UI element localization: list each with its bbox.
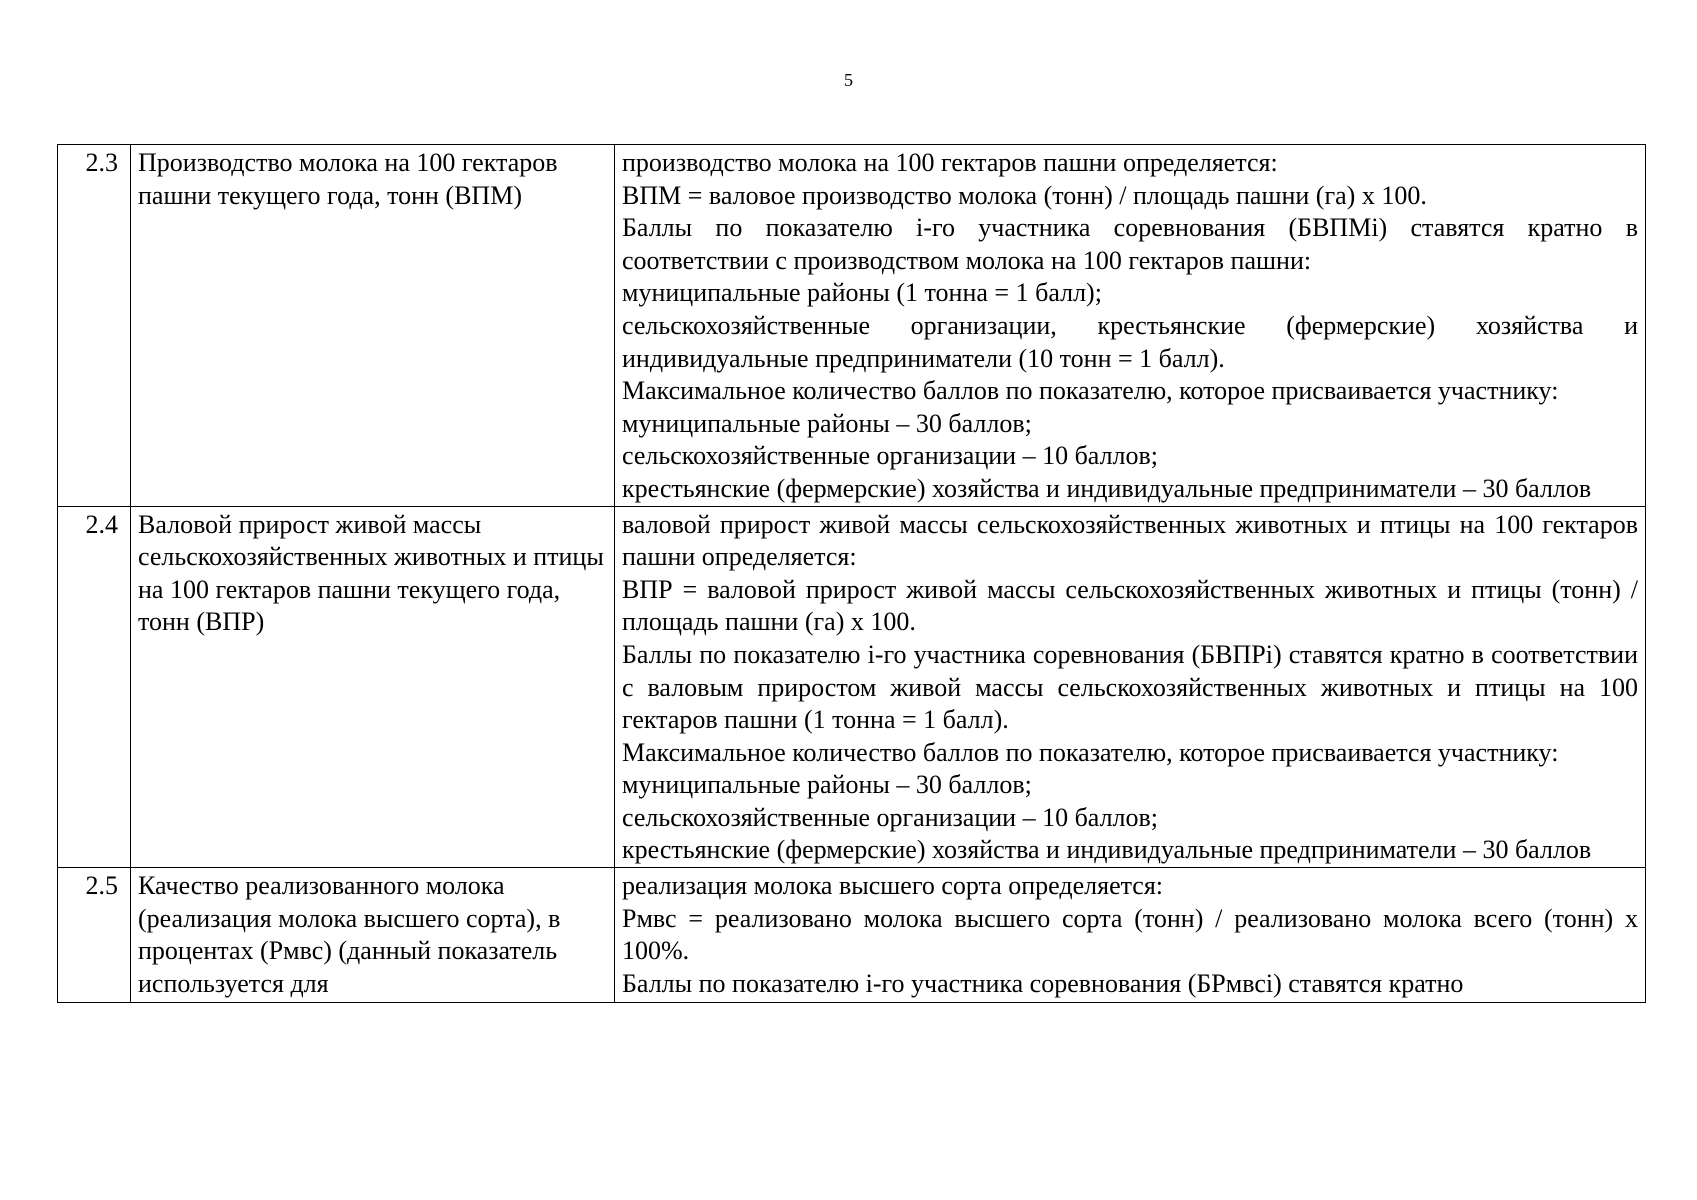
indicator-description [615, 868, 1646, 1003]
description-line: Максимальное количество баллов по показателю, которое присваивается участнику: [622, 737, 1559, 767]
table-row [58, 145, 1646, 507]
indicator-description [615, 506, 1646, 868]
page-number: 5 [844, 70, 853, 90]
description-line: производство молока на 100 гектаров пашни определяется: [622, 148, 1278, 177]
description-line: Баллы по показателю i-го участника соревнования (БВПМi) ставятся кратно в соответствии с производством молока на 100 гектаров пашни: [622, 213, 1638, 275]
indicator-description [615, 145, 1646, 507]
description-line: муниципальные районы (1 тонна = 1 балл); [622, 278, 1102, 308]
description-line: муниципальные районы – 30 баллов; [622, 770, 1032, 800]
description-line: валовой прирост живой массы сельскохозяйственных животных и птицы на 100 гектаров пашни определяется: [622, 509, 1638, 572]
row-number-text: 2.5 [85, 871, 118, 901]
row-number: 2.4 [58, 506, 131, 868]
description-line: ВПР = валовой прирост живой массы сельскохозяйственных животных и птицы (тонн) /площадь пашни (га) х 100. [622, 574, 1638, 637]
description-line: сельскохозяйственные организации – 10 баллов; [622, 802, 1159, 832]
row-number [58, 868, 131, 1003]
description-line: Максимальное количество баллов по показателю, которое присваивается участнику: [622, 376, 1559, 406]
table-row [58, 506, 1646, 868]
description-line: Баллы по показателю i-го участника соревнования (БВПРi) ставятся кратно в соответствии с валовым приростом живой массы сельскохозяйственных животных и птицы на 100 гектаров пашни (1 тонна = 1 балл). [622, 639, 1638, 735]
description-line: Рмвс = реализовано молока высшего сорта (тонн) / реализовано молока всего (тонн) х 100%. [622, 903, 1638, 966]
indicator-name: Производство молока на 100 гектаров пашни текущего года, тонн (ВПМ) [131, 145, 615, 507]
table-row [58, 868, 1646, 1003]
indicator-name [131, 868, 615, 1003]
description-line: крестьянские (фермерские) хозяйства и индивидуальные предприниматели – 30 баллов [622, 835, 1592, 865]
description-line: сельскохозяйственные организации, крестьянские (фермерские) хозяйства и индивидуальные предприниматели (10 тонн = 1 балл). [622, 310, 1638, 373]
row-number: 2.3 [58, 145, 131, 507]
description-clip [622, 870, 1638, 1000]
description-line: реализация молока высшего сорта определяется: [622, 871, 1164, 901]
indicator-name: Валовой прирост живой массы сельскохозяйственных животных и птицы на 100 гектаров пашни текущего года, тонн (ВПР) [131, 506, 615, 868]
description-line: крестьянские (фермерские) хозяйства и индивидуальные предприниматели – 30 баллов [622, 473, 1592, 503]
indicator-name-text: Качество реализованного молока (реализация молока высшего сорта), в процентах (Рмвс) (данный показатель используется для [138, 871, 561, 998]
description-line: Баллы по показателю i-го участника соревнования (БРмвсi) ставятся кратно [622, 968, 1464, 998]
criteria-table [57, 144, 1646, 1003]
description-line: сельскохозяйственные организации – 10 баллов; [622, 441, 1159, 471]
description-line: ВПМ = валовое производство молока (тонн) / площадь пашни (га) х 100. [622, 180, 1427, 210]
description-line: муниципальные районы – 30 баллов; [622, 408, 1032, 438]
